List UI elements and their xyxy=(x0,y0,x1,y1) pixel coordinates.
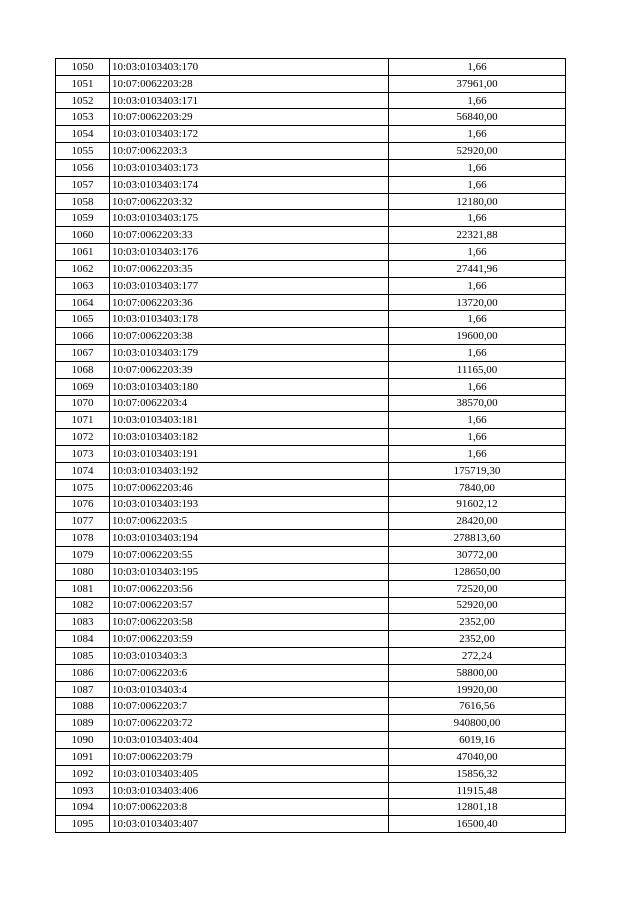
row-number-cell: 1082 xyxy=(56,597,110,614)
cadastral-number-cell: 10:07:0062203:58 xyxy=(110,614,389,631)
value-cell: 19920,00 xyxy=(389,681,566,698)
row-number-cell: 1062 xyxy=(56,260,110,277)
row-number-cell: 1077 xyxy=(56,513,110,530)
table-row xyxy=(56,496,566,513)
value-cell: 15856,32 xyxy=(389,765,566,782)
value-cell: 1,66 xyxy=(389,311,566,328)
row-number-cell: 1058 xyxy=(56,193,110,210)
value-cell: 7840,00 xyxy=(389,479,566,496)
cadastral-number-cell: 10:03:0103403:180 xyxy=(110,378,389,395)
table-row xyxy=(56,631,566,648)
cadastral-number-cell: 10:03:0103403:407 xyxy=(110,816,389,833)
table-row xyxy=(56,193,566,210)
row-number-cell: 1057 xyxy=(56,176,110,193)
value-cell: 58800,00 xyxy=(389,664,566,681)
value-cell: 56840,00 xyxy=(389,109,566,126)
parcel-table xyxy=(55,58,566,833)
table-row xyxy=(56,361,566,378)
value-cell: 91602,12 xyxy=(389,496,566,513)
value-cell: 28420,00 xyxy=(389,513,566,530)
row-number-cell: 1088 xyxy=(56,698,110,715)
table-body xyxy=(56,59,566,833)
cadastral-number-cell: 10:07:0062203:7 xyxy=(110,698,389,715)
table-row xyxy=(56,732,566,749)
table-row xyxy=(56,547,566,564)
table-row xyxy=(56,580,566,597)
row-number-cell: 1080 xyxy=(56,563,110,580)
cadastral-number-cell: 10:03:0103403:405 xyxy=(110,765,389,782)
value-cell: 1,66 xyxy=(389,277,566,294)
row-number-cell: 1073 xyxy=(56,446,110,463)
table-row xyxy=(56,698,566,715)
value-cell: 11165,00 xyxy=(389,361,566,378)
cadastral-number-cell: 10:03:0103403:181 xyxy=(110,412,389,429)
value-cell: 272,24 xyxy=(389,647,566,664)
value-cell: 1,66 xyxy=(389,92,566,109)
cadastral-number-cell: 10:07:0062203:72 xyxy=(110,715,389,732)
value-cell: 12180,00 xyxy=(389,193,566,210)
row-number-cell: 1072 xyxy=(56,429,110,446)
value-cell: 13720,00 xyxy=(389,294,566,311)
row-number-cell: 1063 xyxy=(56,277,110,294)
cadastral-number-cell: 10:03:0103403:191 xyxy=(110,446,389,463)
cadastral-number-cell: 10:07:0062203:4 xyxy=(110,395,389,412)
table-row xyxy=(56,715,566,732)
table-row xyxy=(56,664,566,681)
table-row xyxy=(56,210,566,227)
cadastral-number-cell: 10:03:0103403:174 xyxy=(110,176,389,193)
cadastral-number-cell: 10:07:0062203:29 xyxy=(110,109,389,126)
cadastral-number-cell: 10:03:0103403:175 xyxy=(110,210,389,227)
cadastral-number-cell: 10:07:0062203:8 xyxy=(110,799,389,816)
table-row xyxy=(56,328,566,345)
table-row xyxy=(56,765,566,782)
row-number-cell: 1067 xyxy=(56,345,110,362)
row-number-cell: 1079 xyxy=(56,547,110,564)
cadastral-number-cell: 10:03:0103403:178 xyxy=(110,311,389,328)
value-cell: 12801,18 xyxy=(389,799,566,816)
value-cell: 1,66 xyxy=(389,429,566,446)
table-row xyxy=(56,395,566,412)
table-row xyxy=(56,227,566,244)
value-cell: 22321,88 xyxy=(389,227,566,244)
table-row xyxy=(56,311,566,328)
value-cell: 175719,30 xyxy=(389,462,566,479)
row-number-cell: 1086 xyxy=(56,664,110,681)
row-number-cell: 1093 xyxy=(56,782,110,799)
cadastral-number-cell: 10:03:0103403:195 xyxy=(110,563,389,580)
row-number-cell: 1059 xyxy=(56,210,110,227)
cadastral-number-cell: 10:03:0103403:179 xyxy=(110,345,389,362)
table-row xyxy=(56,176,566,193)
cadastral-number-cell: 10:07:0062203:46 xyxy=(110,479,389,496)
value-cell: 2352,00 xyxy=(389,631,566,648)
value-cell: 16500,40 xyxy=(389,816,566,833)
cadastral-number-cell: 10:03:0103403:182 xyxy=(110,429,389,446)
value-cell: 278813,60 xyxy=(389,530,566,547)
table-row xyxy=(56,126,566,143)
cadastral-number-cell: 10:07:0062203:35 xyxy=(110,260,389,277)
value-cell: 2352,00 xyxy=(389,614,566,631)
row-number-cell: 1078 xyxy=(56,530,110,547)
row-number-cell: 1060 xyxy=(56,227,110,244)
row-number-cell: 1092 xyxy=(56,765,110,782)
table-row xyxy=(56,244,566,261)
value-cell: 52920,00 xyxy=(389,597,566,614)
value-cell: 1,66 xyxy=(389,176,566,193)
cadastral-number-cell: 10:07:0062203:59 xyxy=(110,631,389,648)
value-cell: 940800,00 xyxy=(389,715,566,732)
row-number-cell: 1061 xyxy=(56,244,110,261)
row-number-cell: 1054 xyxy=(56,126,110,143)
cadastral-number-cell: 10:07:0062203:32 xyxy=(110,193,389,210)
table-row xyxy=(56,412,566,429)
table-row xyxy=(56,446,566,463)
value-cell: 128650,00 xyxy=(389,563,566,580)
cadastral-number-cell: 10:03:0103403:404 xyxy=(110,732,389,749)
row-number-cell: 1094 xyxy=(56,799,110,816)
cadastral-number-cell: 10:03:0103403:173 xyxy=(110,159,389,176)
cadastral-number-cell: 10:07:0062203:36 xyxy=(110,294,389,311)
cadastral-number-cell: 10:07:0062203:6 xyxy=(110,664,389,681)
cadastral-number-cell: 10:03:0103403:194 xyxy=(110,530,389,547)
value-cell: 37961,00 xyxy=(389,75,566,92)
row-number-cell: 1090 xyxy=(56,732,110,749)
cadastral-number-cell: 10:03:0103403:176 xyxy=(110,244,389,261)
value-cell: 11915,48 xyxy=(389,782,566,799)
row-number-cell: 1081 xyxy=(56,580,110,597)
row-number-cell: 1089 xyxy=(56,715,110,732)
value-cell: 1,66 xyxy=(389,345,566,362)
value-cell: 1,66 xyxy=(389,412,566,429)
value-cell: 1,66 xyxy=(389,446,566,463)
value-cell: 1,66 xyxy=(389,59,566,76)
table-row xyxy=(56,647,566,664)
row-number-cell: 1066 xyxy=(56,328,110,345)
table-row xyxy=(56,799,566,816)
cadastral-number-cell: 10:03:0103403:193 xyxy=(110,496,389,513)
row-number-cell: 1053 xyxy=(56,109,110,126)
table-row xyxy=(56,614,566,631)
cadastral-number-cell: 10:07:0062203:28 xyxy=(110,75,389,92)
cadastral-number-cell: 10:03:0103403:177 xyxy=(110,277,389,294)
cadastral-number-cell: 10:07:0062203:79 xyxy=(110,748,389,765)
row-number-cell: 1071 xyxy=(56,412,110,429)
table-row xyxy=(56,294,566,311)
table-row xyxy=(56,530,566,547)
cadastral-number-cell: 10:07:0062203:38 xyxy=(110,328,389,345)
row-number-cell: 1064 xyxy=(56,294,110,311)
row-number-cell: 1052 xyxy=(56,92,110,109)
cadastral-number-cell: 10:07:0062203:33 xyxy=(110,227,389,244)
cadastral-number-cell: 10:03:0103403:4 xyxy=(110,681,389,698)
table-row xyxy=(56,92,566,109)
table-row xyxy=(56,816,566,833)
row-number-cell: 1087 xyxy=(56,681,110,698)
cadastral-number-cell: 10:07:0062203:39 xyxy=(110,361,389,378)
row-number-cell: 1056 xyxy=(56,159,110,176)
cadastral-number-cell: 10:03:0103403:3 xyxy=(110,647,389,664)
row-number-cell: 1095 xyxy=(56,816,110,833)
cadastral-number-cell: 10:07:0062203:56 xyxy=(110,580,389,597)
table-row xyxy=(56,109,566,126)
cadastral-number-cell: 10:07:0062203:57 xyxy=(110,597,389,614)
cadastral-number-cell: 10:07:0062203:3 xyxy=(110,143,389,160)
value-cell: 72520,00 xyxy=(389,580,566,597)
table-row xyxy=(56,563,566,580)
row-number-cell: 1065 xyxy=(56,311,110,328)
table-row xyxy=(56,681,566,698)
value-cell: 1,66 xyxy=(389,159,566,176)
row-number-cell: 1070 xyxy=(56,395,110,412)
value-cell: 1,66 xyxy=(389,210,566,227)
table-row xyxy=(56,782,566,799)
table-row xyxy=(56,143,566,160)
value-cell: 38570,00 xyxy=(389,395,566,412)
table-row xyxy=(56,75,566,92)
table-row xyxy=(56,260,566,277)
table-row xyxy=(56,378,566,395)
row-number-cell: 1084 xyxy=(56,631,110,648)
value-cell: 1,66 xyxy=(389,126,566,143)
value-cell: 52920,00 xyxy=(389,143,566,160)
row-number-cell: 1083 xyxy=(56,614,110,631)
cadastral-number-cell: 10:03:0103403:170 xyxy=(110,59,389,76)
cadastral-number-cell: 10:07:0062203:55 xyxy=(110,547,389,564)
row-number-cell: 1085 xyxy=(56,647,110,664)
value-cell: 6019,16 xyxy=(389,732,566,749)
row-number-cell: 1051 xyxy=(56,75,110,92)
table-row xyxy=(56,748,566,765)
table-row xyxy=(56,159,566,176)
row-number-cell: 1091 xyxy=(56,748,110,765)
table-row xyxy=(56,345,566,362)
table-row xyxy=(56,479,566,496)
table-row xyxy=(56,59,566,76)
row-number-cell: 1076 xyxy=(56,496,110,513)
table-row xyxy=(56,597,566,614)
cadastral-number-cell: 10:03:0103403:192 xyxy=(110,462,389,479)
row-number-cell: 1074 xyxy=(56,462,110,479)
row-number-cell: 1068 xyxy=(56,361,110,378)
value-cell: 19600,00 xyxy=(389,328,566,345)
table-row xyxy=(56,429,566,446)
row-number-cell: 1069 xyxy=(56,378,110,395)
cadastral-number-cell: 10:07:0062203:5 xyxy=(110,513,389,530)
table-row xyxy=(56,277,566,294)
row-number-cell: 1055 xyxy=(56,143,110,160)
value-cell: 1,66 xyxy=(389,244,566,261)
value-cell: 30772,00 xyxy=(389,547,566,564)
value-cell: 47040,00 xyxy=(389,748,566,765)
value-cell: 7616,56 xyxy=(389,698,566,715)
table-row xyxy=(56,462,566,479)
row-number-cell: 1075 xyxy=(56,479,110,496)
row-number-cell: 1050 xyxy=(56,59,110,76)
cadastral-number-cell: 10:03:0103403:171 xyxy=(110,92,389,109)
cadastral-number-cell: 10:03:0103403:172 xyxy=(110,126,389,143)
value-cell: 27441,96 xyxy=(389,260,566,277)
cadastral-number-cell: 10:03:0103403:406 xyxy=(110,782,389,799)
table-row xyxy=(56,513,566,530)
value-cell: 1,66 xyxy=(389,378,566,395)
